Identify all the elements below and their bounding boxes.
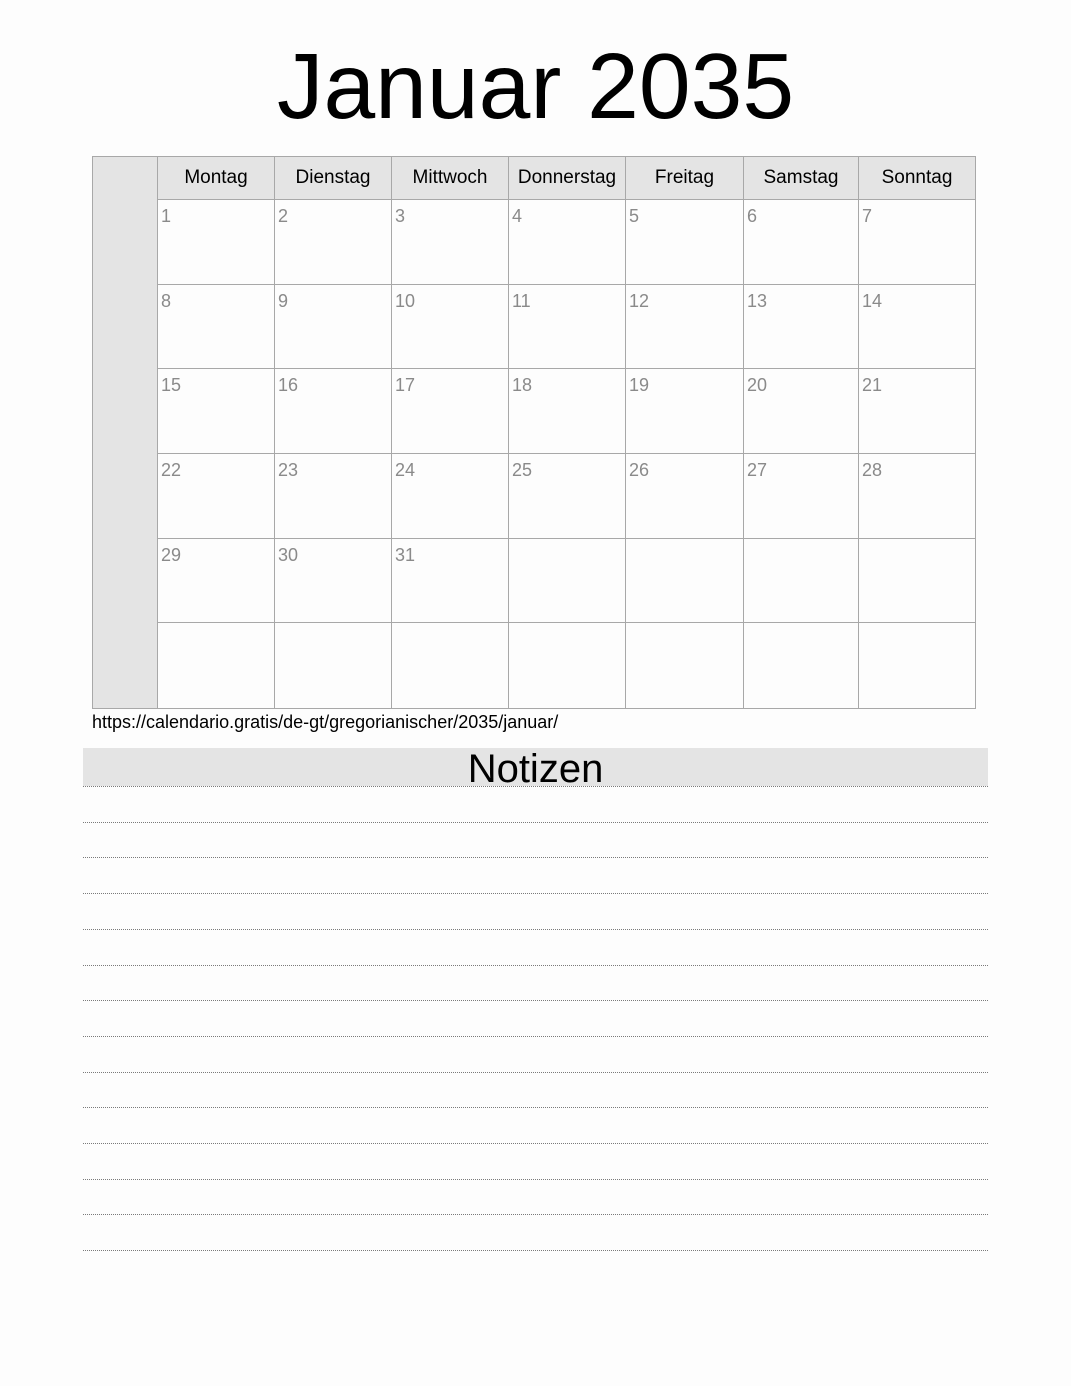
notes-heading: Notizen <box>83 748 988 786</box>
note-line <box>83 857 988 858</box>
day-cell: 21 <box>859 369 975 454</box>
day-cell: 30 <box>275 539 392 624</box>
weekday-header: Mittwoch <box>392 157 509 200</box>
page-title: Januar 2035 <box>276 34 795 138</box>
weekday-header: Freitag <box>626 157 744 200</box>
day-cell: 9 <box>275 285 392 370</box>
weekday-header: Sonntag <box>859 157 975 200</box>
day-cell: 31 <box>392 539 509 624</box>
day-cell <box>626 539 744 624</box>
day-cell: 17 <box>392 369 509 454</box>
note-line <box>83 1179 988 1180</box>
note-line <box>83 1250 988 1251</box>
day-cell <box>859 623 975 708</box>
week-number-column <box>93 157 158 708</box>
note-line <box>83 1107 988 1108</box>
note-line <box>83 822 988 823</box>
day-cell <box>509 623 626 708</box>
weekday-header: Dienstag <box>275 157 392 200</box>
day-cell: 26 <box>626 454 744 539</box>
note-line <box>83 1072 988 1073</box>
note-line <box>83 786 988 787</box>
day-cell <box>158 623 275 708</box>
day-cell: 8 <box>158 285 275 370</box>
day-cell: 1 <box>158 200 275 285</box>
day-cell <box>509 539 626 624</box>
note-line <box>83 1214 988 1215</box>
day-cell: 20 <box>744 369 859 454</box>
weekday-header: Samstag <box>744 157 859 200</box>
day-cell <box>626 623 744 708</box>
weekday-header: Donnerstag <box>509 157 626 200</box>
day-cell: 3 <box>392 200 509 285</box>
note-line <box>83 1143 988 1144</box>
day-cell: 11 <box>509 285 626 370</box>
day-cell: 13 <box>744 285 859 370</box>
weekday-header: Montag <box>158 157 275 200</box>
day-cell: 6 <box>744 200 859 285</box>
day-cell: 2 <box>275 200 392 285</box>
note-line <box>83 1036 988 1037</box>
day-cell: 27 <box>744 454 859 539</box>
day-cell: 16 <box>275 369 392 454</box>
day-cell <box>859 539 975 624</box>
day-cell: 5 <box>626 200 744 285</box>
day-cell: 19 <box>626 369 744 454</box>
day-cell: 4 <box>509 200 626 285</box>
day-cell: 14 <box>859 285 975 370</box>
day-cell: 29 <box>158 539 275 624</box>
day-cell: 10 <box>392 285 509 370</box>
day-cell: 12 <box>626 285 744 370</box>
day-cell <box>275 623 392 708</box>
note-line <box>83 965 988 966</box>
note-line <box>83 929 988 930</box>
day-cell: 15 <box>158 369 275 454</box>
day-cell: 23 <box>275 454 392 539</box>
calendar-grid <box>92 156 976 709</box>
day-cell: 18 <box>509 369 626 454</box>
day-cell: 24 <box>392 454 509 539</box>
note-line <box>83 1000 988 1001</box>
calendar-days <box>158 157 975 708</box>
day-cell: 25 <box>509 454 626 539</box>
day-cell <box>744 623 859 708</box>
day-cell <box>392 623 509 708</box>
note-line <box>83 893 988 894</box>
source-url: https://calendario.gratis/de-gt/gregorianischer/2035/januar/ <box>92 712 559 732</box>
day-cell: 28 <box>859 454 975 539</box>
day-cell: 7 <box>859 200 975 285</box>
day-cell: 22 <box>158 454 275 539</box>
day-cell <box>744 539 859 624</box>
